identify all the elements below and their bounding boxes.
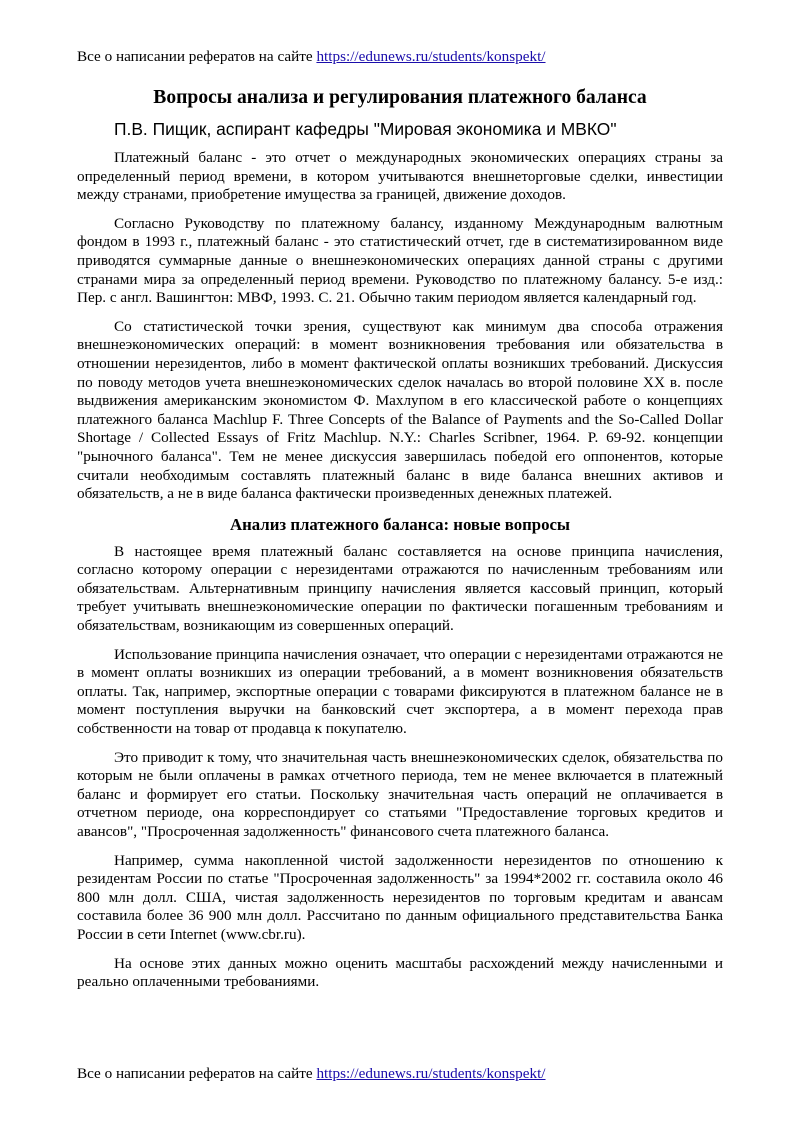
header-link[interactable]: https://edunews.ru/students/konspekt/ — [316, 48, 546, 65]
author-line: П.В. Пищик, аспирант кафедры "Мировая экономика и МВКО" — [114, 119, 617, 139]
header-text: Все о написании рефератов на сайте — [77, 48, 317, 65]
section-heading: Анализ платежного баланса: новые вопросы — [229, 514, 571, 534]
document-body — [77, 149, 723, 1002]
page-header — [77, 48, 546, 66]
paragraph: Например, сумма накопленной чистой задолженности нерезидентов по отношению к резидентам России по статье "Просроченная задолженность" за 1994*2002 гг. составила около 46 800 млн долл. США, чистая задолженность нерезидентов по торговым кредитам и авансам составила более 36 900 млн долл. Рассчитано по данным официального представительства Банка России в сети Internet (www.cbr.ru). — [77, 851, 723, 943]
paragraph: Согласно Руководству по платежному балансу, изданному Международным валютным фондом в 1993 г., платежный баланс - это статистический отчет, где в систематизированном виде приводятся суммарные данные о внешнеэкономических операциях данной страны с другими странами мира за определенный период времени. Руководство по платежному балансу. 5-е изд.: Пер. с англ. Вашингтон: МВФ, 1993. С. 21. Обычно таким периодом является календарный год. — [77, 214, 723, 307]
page-footer — [77, 1065, 546, 1083]
document-title: Вопросы анализа и регулирования платежного баланса — [153, 87, 647, 108]
paragraph: Со статистической точки зрения, существуют как минимум два способа отражения внешнеэкономических операций: в момент возникновения требования или обязательства в отношении нерезидентов, либо в момент фактической оплаты возникших требований. Дискуссия по поводу методов учета внешнеэкономических сделок началась во второй половине XX в. после выдвижения американским экономистом Ф. Махлупом в его классической работе о концепциях платежного баланса Machlup F. Three Concepts of the Balance of Payments and the So-Called Dollar Shortage / Collected Essays of Fritz Machlup. N.Y.: Charles Scribner, 1964. P. 69-92. концепции "рыночного баланса". Тем не менее дискуссия завершилась победой его оппонентов, которые считали необходимым составлять платежный баланс в виде баланса внешних активов и обязательств, а не в виде баланса фактически произведенных денежных платежей. — [77, 317, 723, 503]
paragraph: Использование принципа начисления означает, что операции с нерезидентами отражаются не в момент оплаты возникших из операции требований, а в момент возникновения обязательств оплаты. Так, например, экспортные операции с товарами фиксируются в платежном балансе не в момент поступления выручки на банковский счет экспортера, а в момент перехода прав собственности на товар от продавца к покупателю. — [77, 645, 723, 738]
paragraph: На основе этих данных можно оценить масштабы расхождений между начисленными и реально оплаченными требованиями. — [77, 954, 723, 991]
paragraph: В настоящее время платежный баланс составляется на основе принципа начисления, согласно которому операции с нерезидентами отражаются по начисленным требованиям или обязательствам. Альтернативным принципу начисления является кассовый принцип, который требует учитывать внешнеэкономические операции по фактически погашенным требованиям и обязательствам, возникающим из совершенных операций. — [77, 542, 723, 635]
footer-text: Все о написании рефератов на сайте — [77, 1065, 317, 1082]
paragraph: Это приводит к тому, что значительная часть внешнеэкономических сделок, обязательства по которым не были оплачены в рамках отчетного периода, тем не менее включается в платежный баланс и формирует его статьи. Поскольку значительная часть операций не оплачивается в отчетном периоде, она корреспондирует со статьями "Предоставление торговых кредитов и авансов", "Просроченная задолженность" финансового счета платежного баланса. — [77, 748, 723, 840]
paragraph: Платежный баланс - это отчет о международных экономических операциях страны за определенный период времени, в котором учитываются внешнеторговые сделки, инвестиции между странами, приобретение имущества за границей, движение доходов. — [77, 149, 723, 204]
footer-link[interactable]: https://edunews.ru/students/konspekt/ — [316, 1065, 546, 1082]
